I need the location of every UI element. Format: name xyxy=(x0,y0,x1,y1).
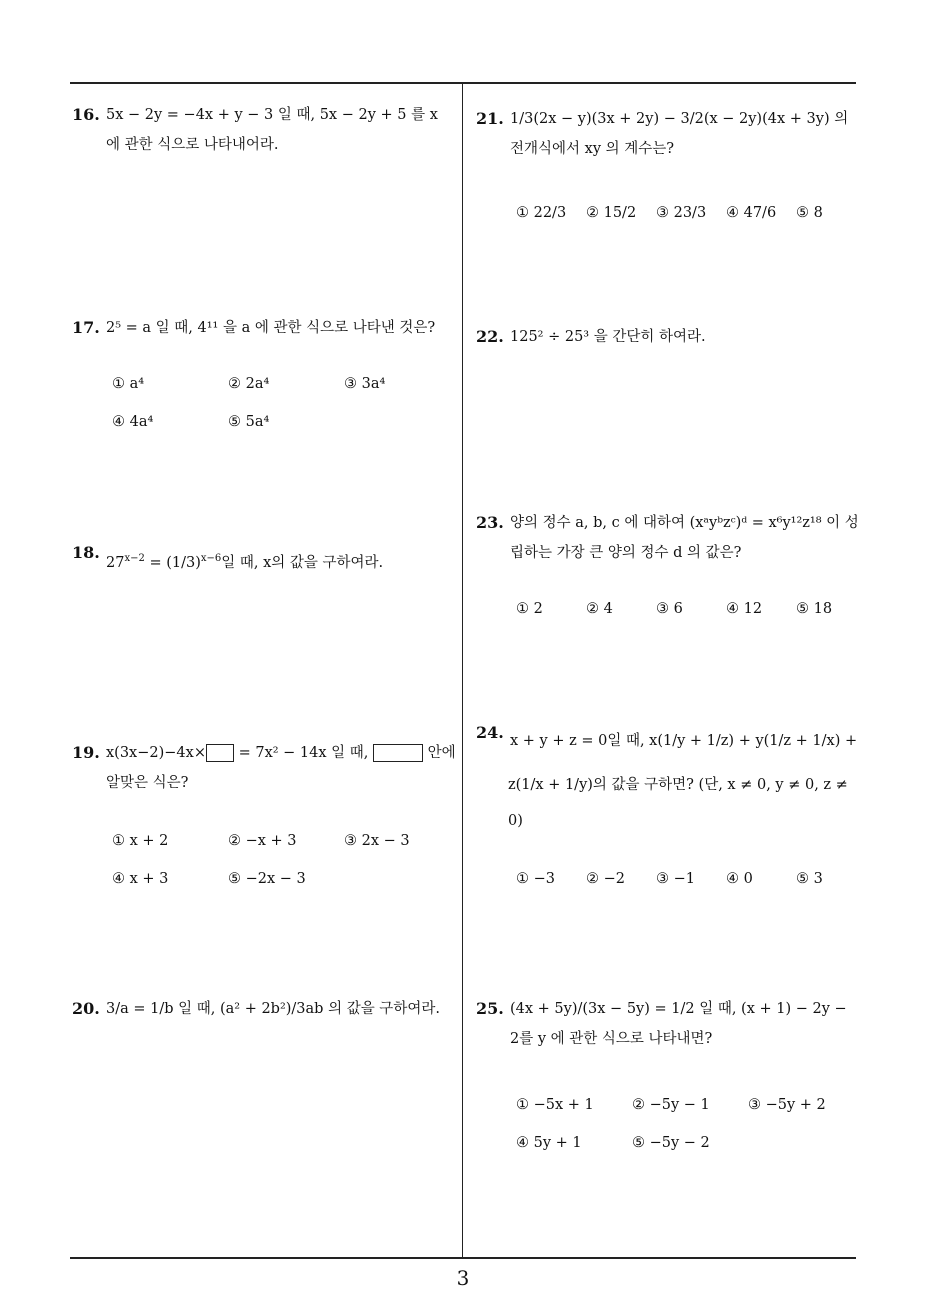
option-5[interactable]: ⑤ 5a⁴ xyxy=(228,414,270,430)
option-2[interactable]: ② 15/2 xyxy=(586,205,637,221)
option-3[interactable]: ③ −5y + 2 xyxy=(748,1097,826,1113)
question-23 xyxy=(476,508,860,628)
option-2[interactable]: ② −2 xyxy=(586,871,625,887)
option-4[interactable]: ④ 12 xyxy=(726,601,763,617)
page-number: 3 xyxy=(456,1266,470,1290)
option-5[interactable]: ⑤ 18 xyxy=(796,601,833,617)
question-number: 23. xyxy=(476,513,504,532)
option-1[interactable]: ① 2 xyxy=(516,601,543,617)
question-25 xyxy=(476,994,860,1164)
question-line-1: x + y + z = 0일 때, x(1/y + 1/z) + y(1/z + 1/x) + xyxy=(510,733,858,749)
question-17 xyxy=(72,313,456,443)
question-text: $27^{x-2} = (1/3)^{x-6}$일 때, x의 값을 구하여라. xyxy=(106,553,384,571)
option-4[interactable]: ④ 5y + 1 xyxy=(516,1135,582,1151)
question-number: 25. xyxy=(476,999,504,1018)
question-21 xyxy=(476,104,860,234)
option-5[interactable]: ⑤ −2x − 3 xyxy=(228,871,306,887)
column-divider xyxy=(462,82,463,1258)
question-19 xyxy=(72,738,456,898)
question-text: 3/a = 1/b 일 때, (a² + 2b²)/3ab 의 값을 구하여라. xyxy=(106,1001,440,1017)
option-2[interactable]: ② −x + 3 xyxy=(228,833,297,849)
question-text: x(3x−2)−4x× = 7x² − 14x 일 때, 안에 알맞은 식은? xyxy=(106,745,456,791)
option-3[interactable]: ③ 6 xyxy=(656,601,683,617)
question-text: 5x − 2y = −4x + y − 3 일 때, 5x − 2y + 5 를 x 에 관한 식으로 나타내어라. xyxy=(106,107,438,153)
option-3[interactable]: ③ 2x − 3 xyxy=(344,833,410,849)
option-5[interactable]: ⑤ 8 xyxy=(796,205,823,221)
question-text: 125² ÷ 25³ 을 간단히 하여라. xyxy=(510,329,706,345)
question-number: 21. xyxy=(476,109,504,128)
option-4[interactable]: ④ 4a⁴ xyxy=(112,414,154,430)
option-4[interactable]: ④ 0 xyxy=(726,871,753,887)
option-1[interactable]: ① x + 2 xyxy=(112,833,169,849)
option-3[interactable]: ③ −1 xyxy=(656,871,695,887)
option-2[interactable]: ② −5y − 1 xyxy=(632,1097,710,1113)
option-2[interactable]: ② 2a⁴ xyxy=(228,376,270,392)
question-number: 20. xyxy=(72,999,100,1018)
option-3[interactable]: ③ 23/3 xyxy=(656,205,707,221)
option-1[interactable]: ① −5x + 1 xyxy=(516,1097,594,1113)
option-4[interactable]: ④ x + 3 xyxy=(112,871,169,887)
bottom-rule xyxy=(70,1257,856,1259)
option-3[interactable]: ③ 3a⁴ xyxy=(344,376,386,392)
option-1[interactable]: ① a⁴ xyxy=(112,376,145,392)
question-text: 양의 정수 a, b, c 에 대하여 (xᵃyᵇzᶜ)ᵈ = x⁶y¹²z¹⁸ 이 성립하는 가장 큰 양의 정수 d 의 값은? xyxy=(510,515,859,561)
question-number: 18. xyxy=(72,543,100,562)
blank-box xyxy=(373,744,423,762)
question-number: 19. xyxy=(72,743,100,762)
question-number: 16. xyxy=(72,105,100,124)
question-text: (4x + 5y)/(3x − 5y) = 1/2 일 때, (x + 1) − 2y − 2를 y 에 관한 식으로 나타내면? xyxy=(510,1001,847,1047)
blank-box xyxy=(206,744,234,762)
question-24 xyxy=(476,718,860,898)
question-number: 22. xyxy=(476,327,504,346)
question-line-3: 0) xyxy=(508,813,523,829)
option-1[interactable]: ① −3 xyxy=(516,871,555,887)
question-text: 2⁵ = a 일 때, 4¹¹ 을 a 에 관한 식으로 나타낸 것은? xyxy=(106,320,436,336)
question-line-2: z(1/x + 1/y)의 값을 구하면? (단, x ≠ 0, y ≠ 0, z ≠ xyxy=(508,777,848,793)
option-1[interactable]: ① 22/3 xyxy=(516,205,567,221)
question-text: 1/3(2x − y)(3x + 2y) − 3/2(x − 2y)(4x + 3y) 의 전개식에서 xy 의 계수는? xyxy=(510,111,849,157)
question-number: 17. xyxy=(72,318,100,337)
option-4[interactable]: ④ 47/6 xyxy=(726,205,777,221)
question-number: 24. xyxy=(476,723,504,742)
option-2[interactable]: ② 4 xyxy=(586,601,613,617)
option-5[interactable]: ⑤ −5y − 2 xyxy=(632,1135,710,1151)
option-5[interactable]: ⑤ 3 xyxy=(796,871,823,887)
